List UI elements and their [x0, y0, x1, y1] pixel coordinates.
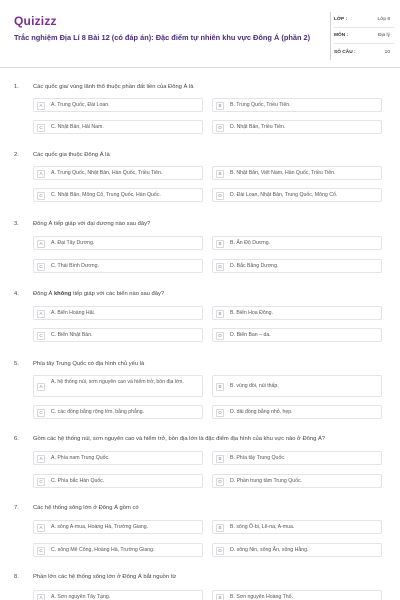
question-text: Phía tây Trung Quốc có địa hình chủ yếu là [33, 361, 145, 367]
option-text: C. Biển Nhật Bản. [51, 332, 93, 338]
option-text: C. Nhật Bản, Hải Nam. [51, 124, 104, 130]
option-text: A. Phía nam Trung Quốc. [51, 455, 110, 461]
option-a[interactable] [33, 590, 203, 600]
meta-row-grade [334, 12, 394, 28]
option-a[interactable] [33, 375, 203, 397]
option-c[interactable] [33, 120, 203, 134]
question-text: Đông Á không tiếp giáp với các biển nào sau đây? [33, 291, 165, 297]
option-c[interactable] [33, 188, 203, 202]
question-number: 4. [14, 291, 19, 297]
option-b[interactable] [212, 520, 382, 534]
option-d[interactable] [212, 120, 382, 134]
meta-row-subject [334, 28, 394, 44]
option-letter-box: B [216, 170, 224, 178]
option-letter-box: A [37, 310, 45, 318]
option-letter-box: D [216, 409, 224, 417]
option-text: B. Trung Quốc, Triều Tiên. [230, 102, 291, 108]
meta-value-subject: Địa lý [378, 33, 390, 38]
question-text: Phần lớn các hệ thống sông lớn ở Đông Á bắt nguồn từ [33, 574, 177, 580]
option-b[interactable] [212, 236, 382, 250]
question-number: 1. [14, 84, 19, 90]
option-text: A. Sơn nguyên Tây Tạng. [51, 594, 111, 600]
option-d[interactable] [212, 259, 382, 273]
option-a[interactable] [33, 520, 203, 534]
option-letter-box: A [37, 455, 45, 463]
option-letter-box: D [216, 478, 224, 486]
question-number: 2. [14, 152, 19, 158]
option-c[interactable] [33, 474, 203, 488]
option-text: D. Nhật Bản, Triều Tiên. [230, 124, 286, 130]
option-letter-box: B [216, 383, 224, 391]
option-text: D. dải đồng bằng nhỏ, hẹp. [230, 409, 293, 415]
option-text: D. Phần trung tâm Trung Quốc. [230, 478, 303, 484]
question-text: Các hệ thống sông lớn ở Đông Á gồm có [33, 505, 139, 511]
option-letter-box: A [37, 240, 45, 248]
option-b[interactable] [212, 590, 382, 600]
option-letter-box: B [216, 102, 224, 110]
option-letter-box: D [216, 332, 224, 340]
option-letter-box: B [216, 310, 224, 318]
quizizz-logo[interactable]: Quizizz [14, 14, 57, 28]
question-text: Các quốc gia thuộc Đông Á là [33, 152, 110, 158]
question-number: 7. [14, 505, 19, 511]
option-letter-box: D [216, 124, 224, 132]
option-b[interactable] [212, 166, 382, 180]
option-text: C. sông Mê Công, Hoàng Hà, Trường Giang. [51, 547, 155, 553]
meta-row-count [334, 44, 394, 60]
question-text: Gồm các hệ thống núi, sơn nguyên cao và hiểm trở, bồn địa lớn là đặc điểm địa hình của khu vực nào ở Đông Á? [33, 436, 326, 442]
option-letter-box: C [37, 547, 45, 555]
option-text: C. Phía bắc Hàn Quốc. [51, 478, 105, 484]
option-letter-box: C [37, 192, 45, 200]
option-letter-box: A [37, 524, 45, 532]
option-text: D. Bắc Băng Dương. [230, 263, 279, 269]
option-a[interactable] [33, 166, 203, 180]
option-letter-box: C [37, 409, 45, 417]
option-b[interactable] [212, 306, 382, 320]
meta-label-grade: LỚP : [334, 17, 348, 22]
option-a[interactable] [33, 236, 203, 250]
question-text: Đông Á tiếp giáp với đại dương nào sau đây? [33, 221, 151, 227]
option-c[interactable] [33, 405, 203, 419]
meta-label-subject: MÔN : [334, 33, 349, 38]
option-text: A. sông A-mua, Hoàng Hà, Trường Giang. [51, 524, 149, 530]
worksheet-header [0, 0, 400, 68]
option-text: B. Sơn nguyên Hoàng Thổ. [230, 594, 294, 600]
option-letter-box: B [216, 455, 224, 463]
option-text: B. Phía tây Trung Quốc. [230, 455, 286, 461]
question-number: 8. [14, 574, 19, 580]
option-text: A. hệ thống núi, sơn nguyên cao và hiểm trở, bồn địa lớn. [51, 379, 184, 385]
question-number: 6. [14, 436, 19, 442]
option-text: D. sông Nin, sông Ấn, sông Hằng. [230, 547, 309, 553]
option-text: D. Đài Loan, Nhật Bản, Trung Quốc, Mông Cổ. [230, 192, 338, 198]
option-d[interactable] [212, 474, 382, 488]
option-text: C. các đồng bằng rộng lớn, bằng phẳng. [51, 409, 145, 415]
option-text: B. sông Ô-bi, Lê-na, A-mua. [230, 524, 295, 530]
meta-value-count: 10 [384, 49, 390, 55]
option-c[interactable] [33, 259, 203, 273]
option-text: A. Đại Tây Dương. [51, 240, 95, 246]
option-letter-box: D [216, 263, 224, 271]
question-number: 3. [14, 221, 19, 227]
option-d[interactable] [212, 543, 382, 557]
option-a[interactable] [33, 98, 203, 112]
option-letter-box: B [216, 524, 224, 532]
option-a[interactable] [33, 306, 203, 320]
option-d[interactable] [212, 188, 382, 202]
option-c[interactable] [33, 328, 203, 342]
option-letter-box: C [37, 124, 45, 132]
option-letter-box: C [37, 263, 45, 271]
option-c[interactable] [33, 543, 203, 557]
question-text: Các quốc gia/ vùng lãnh thổ thuộc phần đất liền của Đông Á là [33, 84, 194, 90]
option-d[interactable] [212, 328, 382, 342]
option-text: A. Trung Quốc, Đài Loan. [51, 102, 110, 108]
question-number: 5. [14, 361, 19, 367]
option-b[interactable] [212, 375, 382, 397]
emphasis-word: không [53, 291, 72, 297]
option-text: B. vùng đồi, núi thấp. [230, 383, 279, 389]
option-text: B. Biển Hoa Đông. [230, 310, 273, 316]
option-letter-box: B [216, 240, 224, 248]
header-divider [330, 12, 331, 60]
option-text: A. Biển Hoàng Hải. [51, 310, 96, 316]
option-letter-box: A [37, 102, 45, 110]
page-title: Trắc nghiệm Địa Lí 8 Bài 12 (có đáp án): Đặc điểm tự nhiên khu vực Đông Á (phần 2) [14, 33, 311, 42]
option-letter-box: C [37, 332, 45, 340]
option-b[interactable] [212, 451, 382, 465]
option-text: B. Ấn Độ Dương. [230, 240, 271, 246]
option-letter-box: B [216, 594, 224, 600]
option-letter-box: D [216, 547, 224, 555]
option-d[interactable] [212, 405, 382, 419]
option-a[interactable] [33, 451, 203, 465]
option-letter-box: A [37, 170, 45, 178]
meta-value-grade: Lớp 8 [377, 17, 390, 22]
option-text: C. Nhật Bản, Mông Cổ, Trung Quốc, Hàn Quốc. [51, 192, 161, 198]
option-text: C. Thái Bình Dương. [51, 263, 100, 269]
option-text: D. Biển Ban – da. [230, 332, 271, 338]
option-text: B. Nhật Bản, Việt Nam, Hàn Quốc, Triều Tiên. [230, 170, 336, 176]
meta-label-count: SỐ CÂU : [334, 49, 356, 55]
option-letter-box: A [37, 594, 45, 600]
option-letter-box: A [37, 383, 45, 391]
option-letter-box: C [37, 478, 45, 486]
option-letter-box: D [216, 192, 224, 200]
meta-table [334, 12, 394, 60]
option-text: A. Trung Quốc, Nhật Bản, Hàn Quốc, Triều Tiên. [51, 170, 163, 176]
header-rule [0, 67, 400, 68]
option-b[interactable] [212, 98, 382, 112]
